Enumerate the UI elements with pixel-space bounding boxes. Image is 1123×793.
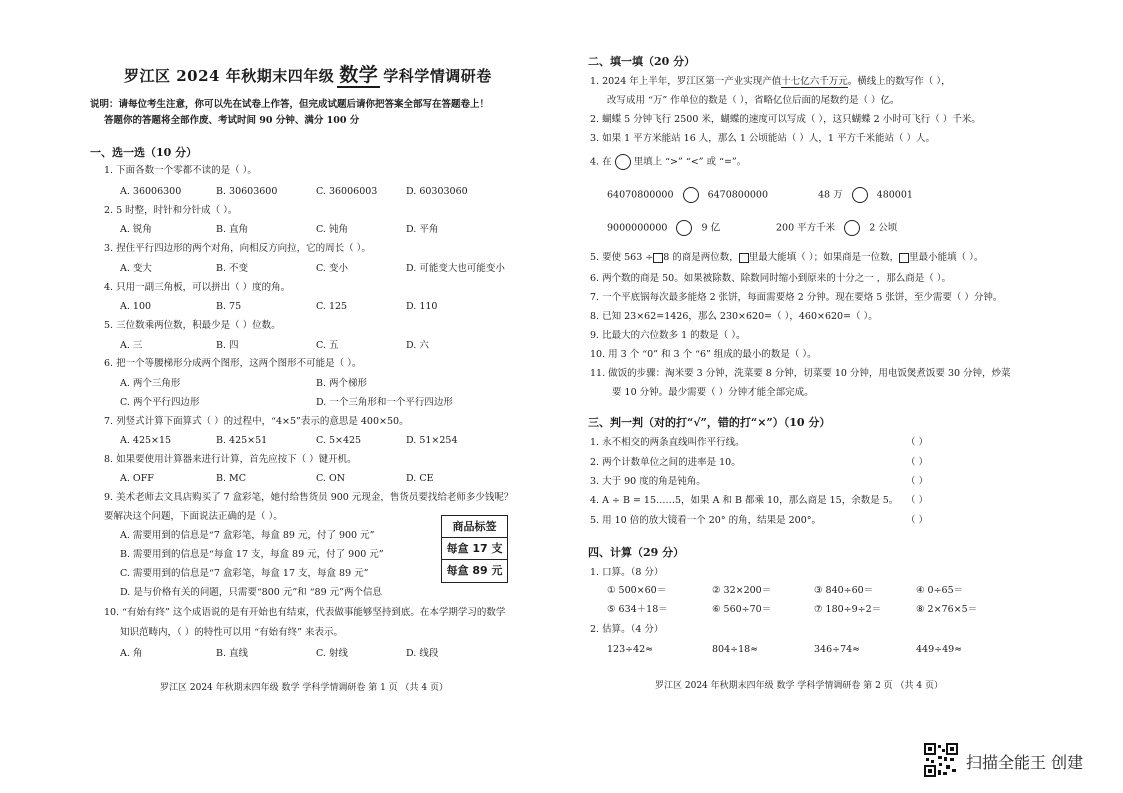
q1-10-stem-line-2: 知识范畴内，（ ）的特性可以用 “有始有终” 来表示。 xyxy=(120,627,344,638)
judge-3-answer[interactable]: （ ） xyxy=(906,476,929,487)
q2-3: 3. 如果 1 平方米能站 16 人，那么 1 公顷能站（ ）人，1 平方千米能站（ ）人。 xyxy=(590,133,935,144)
q1-9-option-b: B. 需要用到的信息是“每盒 17 支，每盒 89 元，付了 900 元” xyxy=(120,549,384,560)
q2-1-line-1: 1. 2024 年上半年，罗江区第一产业实现产值十七亿六千万元。横线上的数写作（ ）， xyxy=(590,76,951,87)
q2-5: 5. 要使 563 ÷ 8 的商是两位数， 里最大能填（ ）；如果商是一位数， 里最小能填（ ）。 xyxy=(590,252,984,263)
q2-9: 9. 比最大的六位数多 1 的数是（ ）。 xyxy=(590,330,746,341)
q2-4-stem: 4. 在 里填上 “>” “<” 或 “=”。 xyxy=(590,154,746,170)
q1-2-option-a: A. 锐角 xyxy=(120,224,152,235)
q1-1-option-a: A. 36006300 xyxy=(120,186,182,197)
q1-8-stem: 8. 如果要使用计算器来进行计算，首先应按下（ ）键开机。 xyxy=(104,454,357,465)
q1-3-option-c: C. 变小 xyxy=(316,263,348,274)
estimate-4: 449÷49≈ xyxy=(916,644,963,655)
estimate-3: 346÷74≈ xyxy=(814,644,861,655)
footer-page-1: 罗江区 2024 年秋期末四年级 数学 学科学情调研卷 第 1 页 （共 4 页） xyxy=(160,683,448,693)
judge-4: 4. A ÷ B = 15……5，如果 A 和 B 都乘 10，那么商是 15，余数是 5。 xyxy=(590,495,899,506)
q1-7-option-c: C. 5×425 xyxy=(316,435,362,446)
oral-6: ⑥ 560÷70＝ xyxy=(712,604,772,615)
q1-2-option-b: B. 直角 xyxy=(216,224,249,235)
q1-5-option-c: C. 五 xyxy=(316,340,339,351)
section-3-title: 三、判一判（对的打“√”，错的打“×”）（10 分） xyxy=(588,416,831,429)
q1-9-option-d: D. 是与价格有关的问题，只需要“800 元”和 “89 元”两个信息 xyxy=(120,587,383,598)
q1-1-stem: 1. 下面各数一个零都不读的是（ ）。 xyxy=(104,165,257,176)
judge-2: 2. 两个计数单位之间的进率是 10。 xyxy=(590,457,741,468)
q1-5-option-b: B. 四 xyxy=(216,340,239,351)
q1-4-stem: 4. 只用一副三角板，可以拼出（ ）度的角。 xyxy=(104,282,291,293)
page-title: 罗江区 2024 年秋期末四年级 数学 学科学情调研卷 xyxy=(124,64,492,86)
q1-2-option-d: D. 平角 xyxy=(406,224,439,235)
q1-5-option-d: D. 六 xyxy=(406,340,429,351)
q1-6-option-b: B. 两个梯形 xyxy=(316,378,368,389)
q1-6-stem: 6. 把一个等腰梯形分成两个图形，这两个图形不可能是（ ）。 xyxy=(104,358,362,369)
q1-7-option-d: D. 51×254 xyxy=(406,435,458,446)
q1-6-option-c: C. 两个平行四边形 xyxy=(120,397,200,408)
q1-10-stem-line-1: 10. “有始有终” 这个成语说的是有开始也有结束，代表做事能够坚持到底。在本学期学习的数学 xyxy=(104,607,506,618)
judge-3: 3. 大于 90 度的角是钝角。 xyxy=(590,476,706,487)
judge-4-answer[interactable]: （ ） xyxy=(906,495,929,506)
q1-1-option-b: B. 30603600 xyxy=(216,186,278,197)
q1-10-option-b: B. 直线 xyxy=(216,648,249,659)
q1-3-option-a: A. 变大 xyxy=(120,263,152,274)
q2-1-line-2: 改写成用 “万” 作单位的数是（ ），省略亿位后面的尾数约是（ ）亿。 xyxy=(607,95,900,106)
estimate-1: 123÷42≈ xyxy=(607,644,654,655)
compare-circle-icon[interactable] xyxy=(676,220,692,236)
scanner-watermark-text: 扫描全能王 创建 xyxy=(966,753,1084,772)
q1-3-option-d: D. 可能变大也可能变小 xyxy=(406,263,505,274)
compare-4: 200 平方千米 2 公顷 xyxy=(776,220,897,236)
q1-10-option-d: D. 线段 xyxy=(406,648,439,659)
q1-2-option-c: C. 钝角 xyxy=(316,224,348,235)
q2-11-line-2: 要 10 分钟。最少需要（ ）分钟才能全部完成。 xyxy=(612,387,814,398)
q1-4-option-c: C. 125 xyxy=(316,301,348,312)
oral-5: ⑤ 634＋18＝ xyxy=(607,604,668,615)
q2-6: 6. 两个数的商是 50。如果被除数、除数同时缩小到原来的十分之一 ，那么商是（ ）。 xyxy=(590,273,951,284)
q2-2: 2. 蝴蝶 5 分钟飞行 2500 米，蝴蝶的速度可以写成（ ），这只蝴蝶 2 小时可飞行（ ）千米。 xyxy=(590,114,981,125)
section-4-title: 四、计算（29 分） xyxy=(588,546,685,559)
compare-circle-icon[interactable] xyxy=(683,187,699,203)
judge-2-answer[interactable]: （ ） xyxy=(906,457,929,468)
product-tag-title: 商品标签 xyxy=(442,516,507,538)
q1-3-option-b: B. 不变 xyxy=(216,263,249,274)
q1-7-stem: 7. 列竖式计算下面算式（ ）的过程中，“4×5”表示的意思是 400×50。 xyxy=(104,416,409,427)
q1-5-stem: 5. 三位数乘两位数，积最少是（ ）位数。 xyxy=(104,320,281,331)
q1-8-option-a: A. OFF xyxy=(120,473,154,484)
q2-8: 8. 已知 23×62=1426，那么 230×620=（ ），460×620=（ ）。 xyxy=(590,311,878,322)
judge-1: 1. 永不相交的两条直线叫作平行线。 xyxy=(590,437,745,448)
judge-5-answer[interactable]: （ ） xyxy=(906,515,929,526)
q1-10-option-c: C. 射线 xyxy=(316,648,348,659)
q1-4-option-a: A. 100 xyxy=(120,301,152,312)
oral-4: ④ 0÷65＝ xyxy=(916,585,964,596)
q1-7-option-a: A. 425×15 xyxy=(120,435,172,446)
subject-label: 数学 xyxy=(339,64,379,86)
q1-3-stem: 3. 捏住平行四边形的两个对角，向相反方向拉，它的周长（ ）。 xyxy=(104,243,371,254)
q1-8-option-b: B. MC xyxy=(216,473,247,484)
q1-8-option-d: D. CE xyxy=(406,473,434,484)
section-2-title: 二、填一填（20 分） xyxy=(588,55,696,68)
compare-3: 9000000000 9 亿 xyxy=(607,220,720,236)
oral-7: ⑦ 180÷9÷2＝ xyxy=(814,604,882,615)
judge-1-answer[interactable]: （ ） xyxy=(906,437,929,448)
q1-2-stem: 2. 5 时整，时针和分针成（ ）。 xyxy=(104,205,238,216)
calc-sub-2: 2. 估算。（4 分） xyxy=(590,624,664,635)
q2-11-line-1: 11. 做饭的步骤：淘米要 3 分钟，洗菜要 8 分钟，切菜要 10 分钟，用电饭煲煮饭要 30 分钟，炒菜 xyxy=(590,368,1011,379)
q1-6-option-d: D. 一个三角形和一个平行四边形 xyxy=(316,397,453,408)
instructions-line-2: 答题你的答题将全部作废、考试时间 90 分钟、满分 100 分 xyxy=(104,115,360,126)
q2-7: 7. 一个平底锅每次最多能烙 2 张饼，每面需要烙 2 分钟。现在要烙 5 张饼，至少需要（ ）分钟。 xyxy=(590,292,1003,303)
calc-sub-1: 1. 口算。（8 分） xyxy=(590,567,664,578)
q1-9-option-a: A. 需要用到的信息是“7 盒彩笔，每盒 89 元，付了 900 元” xyxy=(120,530,375,541)
compare-2: 48 万 480001 xyxy=(818,187,913,203)
qr-code-icon xyxy=(924,743,958,777)
oral-8: ⑧ 2×76×5＝ xyxy=(916,604,978,615)
q1-6-option-a: A. 两个三角形 xyxy=(120,378,181,389)
underlined-value: 十七亿六千万元 xyxy=(781,76,848,87)
q1-9-stem-line-2: 要解决这个问题，下面说法正确的是（ ）。 xyxy=(104,511,283,522)
product-tag-row-1: 每盒 17 支 xyxy=(442,538,507,560)
q1-9-stem-line-1: 9. 美术老师去文具店购买了 7 盒彩笔，她付给售货员 900 元现金，售货员要找给老师多少钱呢？ xyxy=(104,492,514,503)
q1-1-option-c: C. 36006003 xyxy=(316,186,378,197)
oral-1: ① 500×60＝ xyxy=(607,585,667,596)
q1-5-option-a: A. 三 xyxy=(120,340,143,351)
q1-10-option-a: A. 角 xyxy=(120,648,143,659)
instructions-line-1: 说明：请每位考生注意，你可以先在试卷上作答，但完成试题后请你把答案全部写在答题卷上！ xyxy=(90,99,490,110)
q1-8-option-c: C. ON xyxy=(316,473,346,484)
q1-4-option-b: B. 75 xyxy=(216,301,242,312)
oral-3: ③ 840÷60＝ xyxy=(814,585,874,596)
circle-blank-icon xyxy=(615,154,631,170)
q1-9-option-c: C. 需要用到的信息是“7 盒彩笔，每盒 17 支，每盒 89 元” xyxy=(120,568,369,579)
square-blank-icon xyxy=(739,253,749,263)
compare-1: 64070800000 6470800000 xyxy=(607,187,768,203)
product-tag-row-2: 每盒 89 元 xyxy=(446,564,503,577)
q1-1-option-d: D. 60303060 xyxy=(406,186,468,197)
square-blank-icon xyxy=(653,253,663,263)
footer-page-2: 罗江区 2024 年秋期末四年级 数学 学科学情调研卷 第 2 页 （共 4 页） xyxy=(655,681,943,691)
section-1-title: 一、选一选（10 分） xyxy=(90,146,198,159)
q2-10: 10. 用 3 个 “0” 和 3 个 “6” 组成的最小的数是（ ）。 xyxy=(590,349,817,360)
square-blank-icon xyxy=(899,253,909,263)
compare-circle-icon[interactable] xyxy=(844,220,860,236)
q1-4-option-d: D. 110 xyxy=(406,301,438,312)
oral-2: ② 32×200＝ xyxy=(712,585,772,596)
compare-circle-icon[interactable] xyxy=(852,187,868,203)
product-tag-box xyxy=(441,515,508,583)
judge-5: 5. 用 10 倍的放大镜看一个 20° 的角，结果是 200°。 xyxy=(590,515,821,526)
q1-7-option-b: B. 425×51 xyxy=(216,435,268,446)
estimate-2: 804÷18≈ xyxy=(712,644,759,655)
